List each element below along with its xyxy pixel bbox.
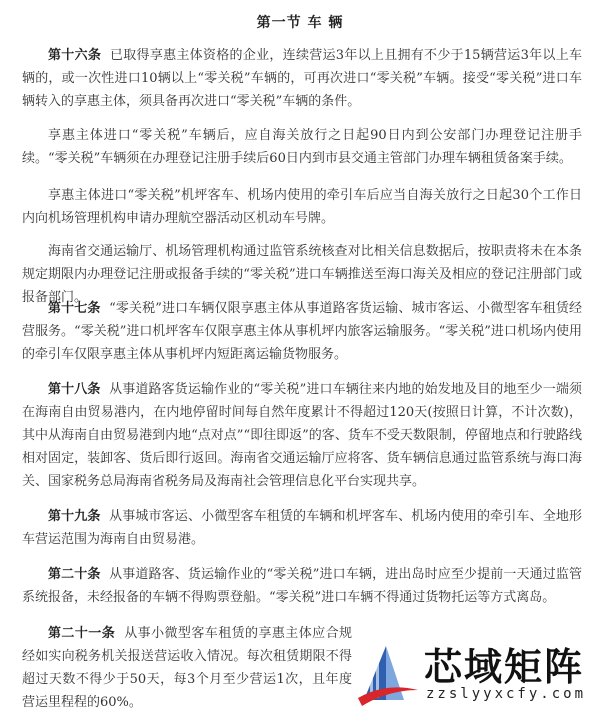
article-number: 第十七条	[48, 301, 101, 316]
watermark-brand: 芯域矩阵	[424, 645, 585, 689]
article-number: 第十六条	[48, 48, 102, 63]
paragraph-article-19	[22, 505, 582, 551]
paragraph-article-17	[22, 297, 582, 366]
article-number: 第十九条	[48, 509, 101, 524]
building-logo-icon	[356, 638, 420, 710]
paragraph-article-21	[22, 622, 352, 714]
paragraph-text: 从事道路客货运输作业的“零关税”进口车辆往来内地的始发地及目的地至少一端须在海南自由贸易港内，在内地停留时间每自然年度累计不得超过120天(按照日计算，不计次数)，其中从海南自由贸易港到内地“点对点”“即往即返”的客、货车不受天数限制，停留地点和行驶路线相对固定，装卸客、货后即行返回。海南省交通运输厅应将客、货车辆信息通过监管系统与海口海关、国家税务总局海南省税务局及海南社会管理信息化平台实现共享。	[22, 382, 583, 489]
paragraph-airport-plates	[22, 184, 582, 230]
paragraph-article-16	[22, 44, 582, 113]
article-number: 第十八条	[48, 382, 101, 397]
paragraph-article-20	[22, 563, 582, 609]
paragraph-text: 享惠主体进口“零关税”车辆后，应自海关放行之日起90日内到公安部门办理登记注册手续。“零关税”车辆须在办理登记注册手续后60日内到市县交通主管部门办理车辆租赁备案手续。	[22, 128, 582, 166]
watermark-url: zzslyyxcfy.com	[426, 686, 587, 702]
paragraph-text: 享惠主体进口“零关税”机坪客车、机场内使用的牵引车后应当自海关放行之日起30个工作日内向机场管理机构申请办理航空器活动区机动车号牌。	[22, 188, 582, 226]
paragraph-text: 海南省交通运输厅、机场管理机构通过监管系统核查对比相关信息数据后，按职责将未在本条规定期限内办理登记注册或报备手续的“零关税”进口车辆推送至海口海关及相应的登记注册部门或报备部门。	[22, 244, 582, 305]
article-number: 第二十一条	[48, 626, 116, 641]
section-title: 第一节 车 辆	[256, 15, 344, 31]
paragraph-registration	[22, 124, 582, 170]
paragraph-text: 从事城市客运、小微型客车租赁的车辆和机坪客车、机场内使用的牵引车、全地形车营运范围为海南自由贸易港。	[22, 509, 582, 547]
paragraph-article-18	[22, 378, 582, 493]
watermark-logo	[352, 632, 596, 716]
paragraph-text: 从事道路客、货运输作业的“零关税”进口车辆，进出岛时应至少提前一天通过监管系统报备，未经报备的车辆不得购票登船。“零关税”进口车辆不得通过货物托运等方式离岛。	[22, 567, 583, 605]
paragraph-text: “零关税”进口车辆仅限享惠主体从事道路客货运输、城市客运、小微型客车租赁经营服务。“零关税”进口机坪客车仅限享惠主体从事机坪内旅客运输服务。“零关税”进口机场内使用的牵引车仅限享惠主体从事机坪内短距离运输货物服务。	[22, 301, 583, 362]
article-number: 第二十条	[48, 567, 101, 582]
paragraph-text: 从事小微型客车租赁的享惠主体应合规经如实向税务机关报送营运收入情况。每次租赁期限不得超过天数不得少于50天，每3个月至少营运1次，且年度营运里程程的60%。	[22, 626, 352, 710]
paragraph-text: 已取得享惠主体资格的企业，连续营运3年以上且拥有不少于15辆营运3年以上车辆的，或一次性进口10辆以上“零关税”车辆的，可再次进口“零关税”车辆。接受“零关税”进口车辆转入的享惠主体，须具备再次进口“零关税”车辆的条件。	[22, 48, 582, 109]
